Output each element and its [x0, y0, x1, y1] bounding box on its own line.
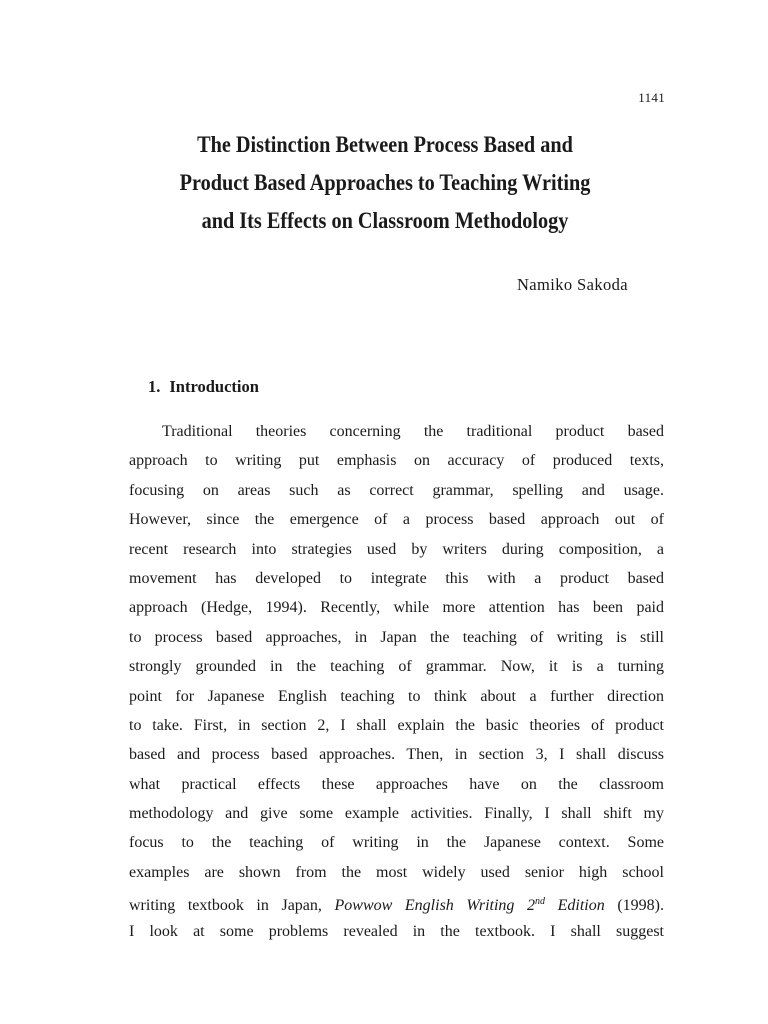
paragraph-line: what practical effects these approaches have on the classroom	[129, 775, 664, 793]
paragraph-line: focus to the teaching of writing in the Japanese context. Some	[129, 834, 664, 852]
paragraph-line: focusing on areas such as correct grammar, spelling and usage.	[129, 481, 664, 499]
section-heading	[148, 377, 259, 397]
textbook-line-before: writing textbook in Japan,	[129, 897, 335, 915]
introduction-paragraph	[129, 417, 664, 946]
paragraph-line: strongly grounded in the teaching of grammar. Now, it is a turning	[129, 658, 664, 676]
paragraph-line: point for Japanese English teaching to think about a further direction	[129, 687, 664, 705]
title-line-2: Product Based Approaches to Teaching Writing	[179, 170, 591, 195]
paragraph-line: to take. First, in section 2, I shall explain the basic theories of product	[129, 716, 664, 734]
paragraph-line: methodology and give some example activities. Finally, I shall shift my	[129, 805, 664, 823]
paragraph-line: approach (Hedge, 1994). Recently, while more attention has been paid	[129, 599, 664, 617]
page-number: 1141	[638, 90, 665, 105]
paragraph-line: I look at some problems revealed in the textbook. I shall suggest	[129, 922, 664, 940]
section-title: Introduction	[169, 377, 259, 396]
textbook-title-end: Edition	[545, 897, 605, 915]
paragraph-line: examples are shown from the most widely used senior high school	[129, 863, 664, 881]
section-number: 1.	[148, 377, 161, 396]
paragraph-line: Traditional theories concerning the traditional product based	[162, 423, 664, 440]
textbook-line-after: (1998).	[604, 897, 665, 915]
paper-title	[143, 126, 627, 240]
paragraph-line-textbook	[129, 887, 664, 916]
paragraph-line: based and process based approaches. Then, in section 3, I shall discuss	[129, 746, 664, 764]
paragraph-line: approach to writing put emphasis on accuracy of produced texts,	[129, 452, 664, 470]
title-line-3: and Its Effects on Classroom Methodology	[201, 208, 569, 233]
textbook-title-superscript: nd	[535, 896, 546, 908]
paragraph-line: However, since the emergence of a process based approach out of	[129, 511, 664, 529]
paragraph-line: recent research into strategies used by writers during composition, a	[129, 540, 664, 558]
textbook-title-main: Powwow English Writing 2	[334, 897, 536, 915]
paragraph-line: to process based approaches, in Japan the teaching of writing is still	[129, 628, 664, 646]
paragraph-line: movement has developed to integrate this with a product based	[129, 569, 664, 587]
author-name: Namiko Sakoda	[516, 275, 628, 294]
textbook-title	[335, 897, 605, 914]
title-line-1: The Distinction Between Process Based and	[197, 132, 573, 157]
